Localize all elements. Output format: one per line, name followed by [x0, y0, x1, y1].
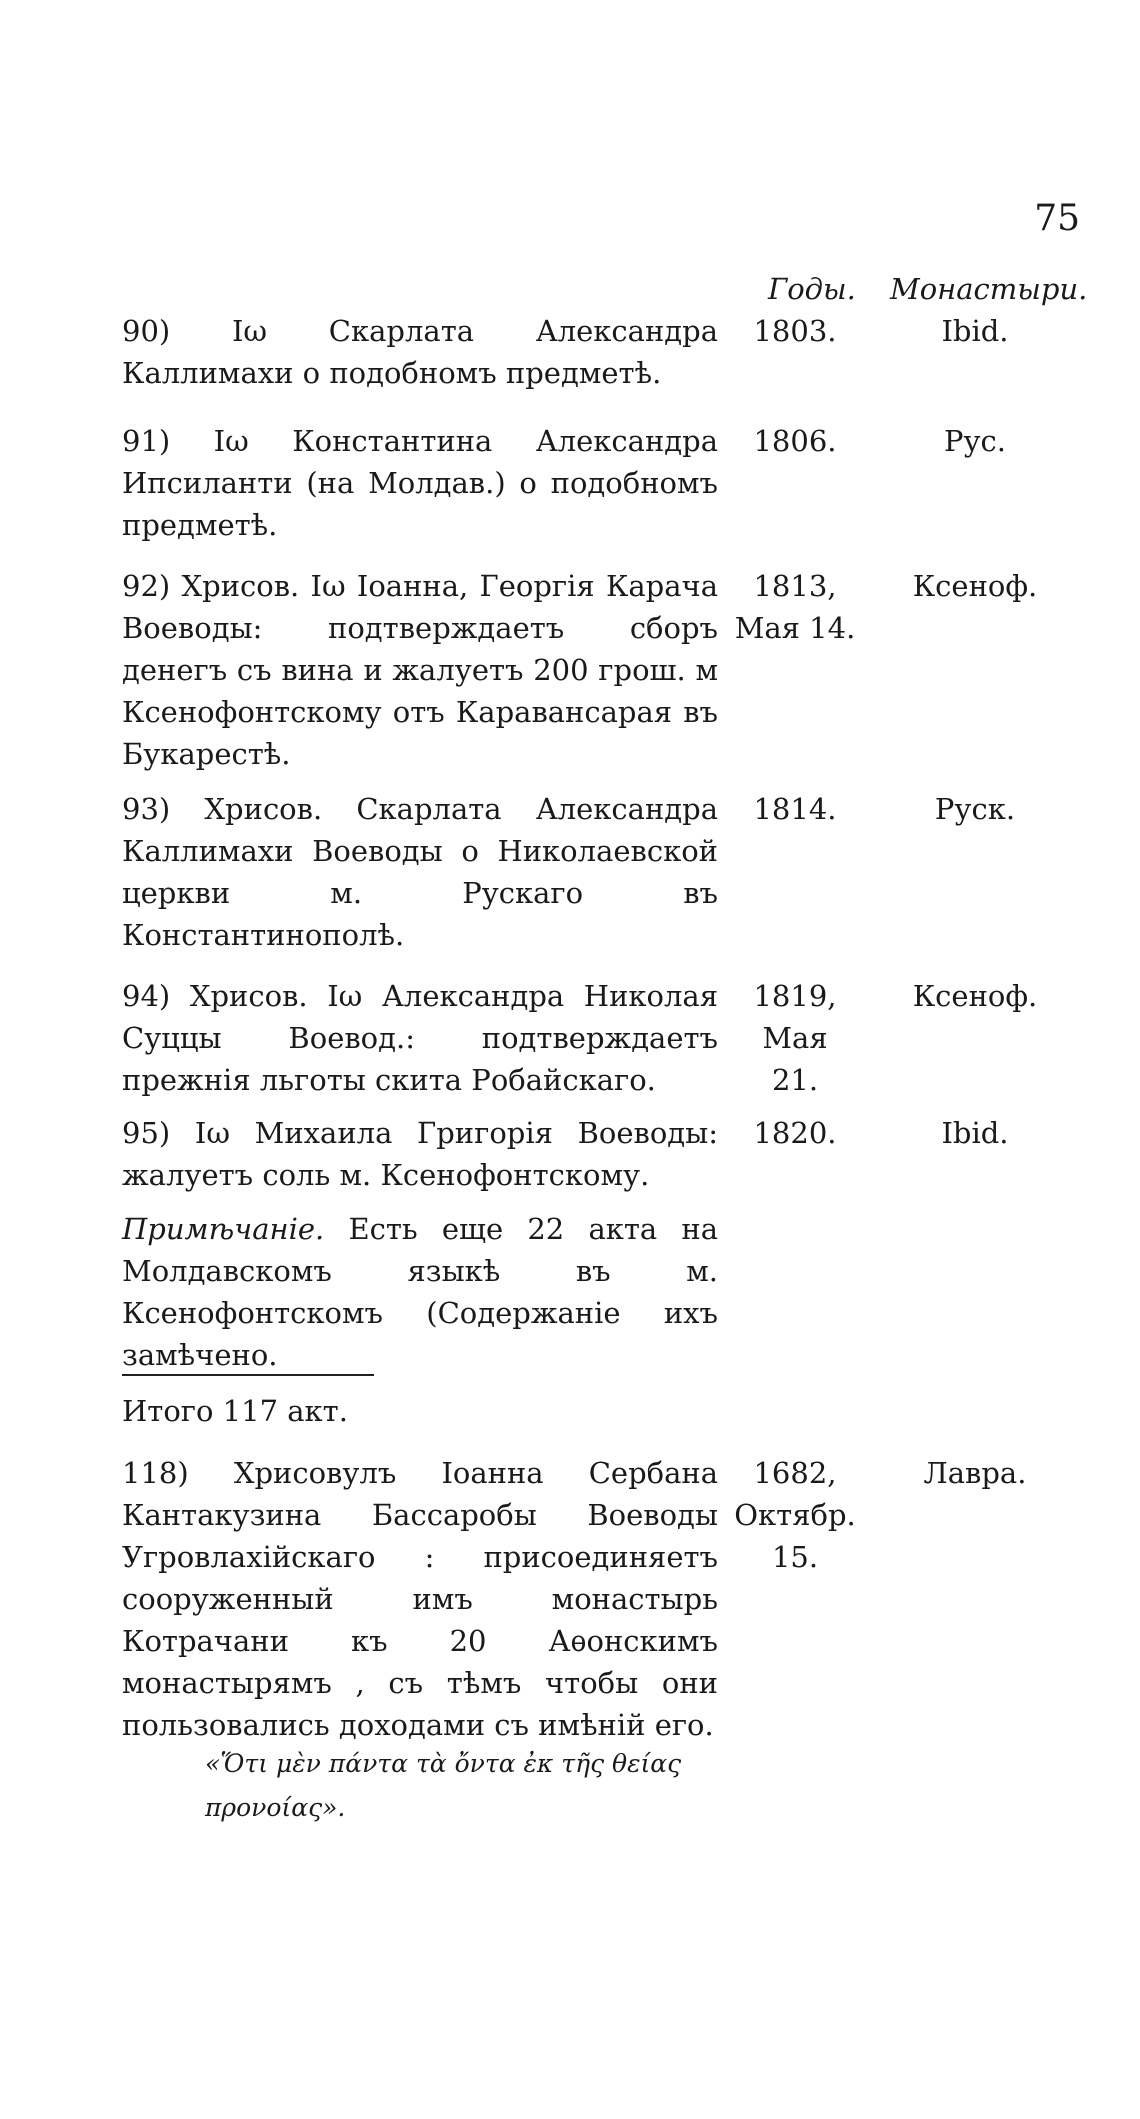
page-number: 75 [1034, 198, 1080, 239]
entry-description: Іω Михаила Григорія Воеводы: жалуетъ соль м. Ксенофонтскому. [122, 1116, 718, 1192]
entry-number: 94) [122, 979, 171, 1013]
entry-text [122, 420, 718, 546]
total-line: Итого 117 акт. [122, 1394, 348, 1428]
entry-monastery: Лавра. [923, 1456, 1027, 1490]
entry-text [122, 975, 718, 1101]
entry-text [122, 1452, 718, 1746]
entry-year: 1803. [753, 314, 837, 348]
entry-text [122, 1112, 718, 1196]
greek-quote: «Ὅτι μὲν πάντα τὰ ὄντα ἐκ τῆς θείας προνοίας». [205, 1749, 682, 1822]
entry-year: 1682, Октябр. 15. [734, 1456, 856, 1574]
divider-rule [122, 1374, 374, 1376]
entry-monastery: Ксеноф. [912, 569, 1038, 603]
entry-description: Хрисовулъ Іоанна Сербана Кантакузина Бассаробы Воеводы Угровлахійскаго : присоединяетъ сооруженный имъ монастырь Котрачани къ 20 Аѳонскимъ монастырямъ , съ тѣмъ чтобы они пользовались доходами съ имѣній его. [122, 1456, 719, 1742]
entry-description: Хрисов. Іω Александра Николая Суццы Воевод.: подтверждаетъ прежнія льготы скита Робайскаго. [122, 979, 718, 1097]
entry-year: 1806. [753, 424, 837, 458]
entry-year: 1820. [753, 1116, 837, 1150]
entry-number: 118) [122, 1456, 189, 1490]
entry-text [122, 788, 718, 956]
entry-description: Хрисов. Іω Іоанна, Георгія Карача Воеводы: подтверждаетъ сборъ денегъ съ вина и жалуетъ 200 грош. м Ксенофонтскому отъ Каравансарая въ Букарестѣ. [122, 569, 718, 771]
entry-monastery: Ibid. [941, 1116, 1009, 1150]
entry-description: Іω Константина Александра Ипсиланти (на Молдав.) о подобномъ предметѣ. [122, 424, 718, 542]
entry-year: 1814. [753, 792, 837, 826]
entry-year: 1819, Мая 21. [753, 979, 837, 1097]
entry-text [122, 310, 718, 394]
entry-monastery: Рус. [943, 424, 1007, 458]
entry-year: 1813, Мая 14. [734, 569, 856, 645]
column-header-years: Годы. [768, 272, 856, 306]
entry-number: 91) [122, 424, 171, 458]
note-label: Примѣчаніе. [122, 1212, 325, 1246]
entry-number: 90) [122, 314, 171, 348]
note-body: Есть еще 22 акта на Молдавскомъ языкѣ въ м. Ксенофонтскомъ (Содержаніе ихъ замѣчено. [122, 1212, 719, 1372]
note-text [122, 1208, 718, 1376]
column-header-monasteries: Монастыри. [890, 272, 1088, 306]
entry-number: 93) [122, 792, 171, 826]
entry-monastery: Руск. [934, 792, 1016, 826]
entry-description: Іω Скарлата Александра Каллимахи о подобномъ предметѣ. [122, 314, 719, 390]
entry-number: 95) [122, 1116, 171, 1150]
entry-monastery: Ibid. [941, 314, 1009, 348]
entry-number: 92) [122, 569, 171, 603]
entry-monastery: Ксеноф. [912, 979, 1038, 1013]
entry-text [122, 565, 718, 775]
entry-description: Хрисов. Скарлата Александра Каллимахи Воеводы о Николаевской церкви м. Рускаго въ Константинополѣ. [122, 792, 718, 952]
